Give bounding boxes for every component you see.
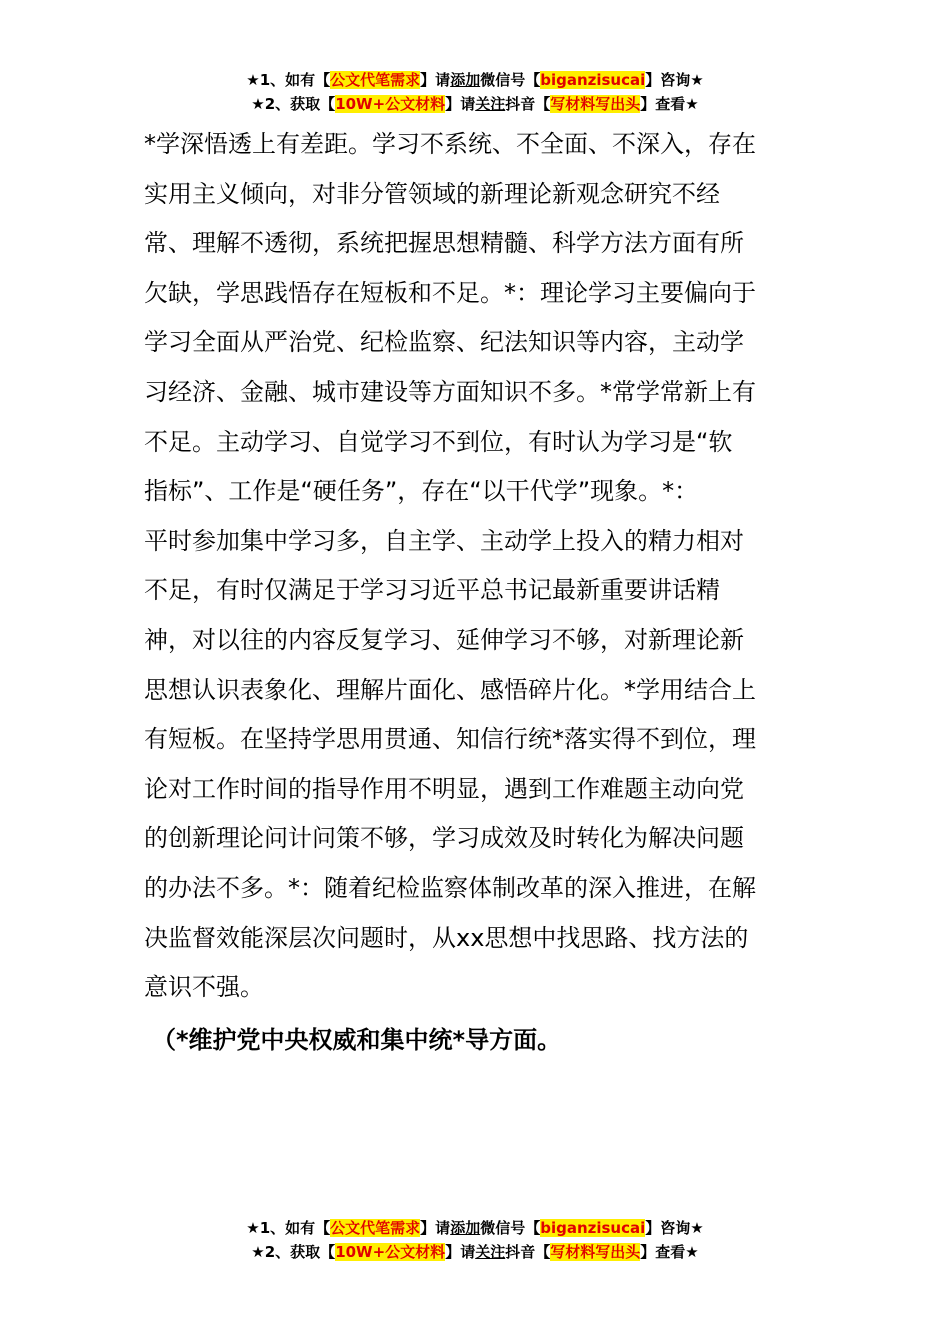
paragraph-line: 不足，有时仅满足于学习习近平总书记最新重要讲话精 [144, 576, 720, 605]
paragraph-line: 的办法不多。*：随着纪检监察体制改革的深入推进，在解 [144, 873, 756, 902]
banner-line-1 [0, 1216, 950, 1240]
paragraph-line: 决监督效能深层次问题时，从xx思想中找思路、找方法的 [144, 923, 749, 952]
banner-highlight: 写材料写出头 [550, 95, 641, 113]
paragraph-line: 实用主义倾向，对非分管领域的新理论新观念研究不经 [144, 179, 720, 208]
banner-line-2 [0, 1240, 950, 1264]
banner-line-2 [0, 92, 950, 116]
paragraph-line: 学习全面从严治党、纪检监察、纪法知识等内容，主动学 [144, 328, 744, 357]
banner-text: 抖音【 [505, 1243, 551, 1261]
banner-underlined: 添加 [450, 71, 481, 89]
banner-text: 】请 [420, 71, 451, 89]
banner-text: 】查看★ [640, 95, 699, 113]
banner-underlined: 添加 [450, 1219, 481, 1237]
banner-text: ★1、如有【 [246, 1219, 331, 1237]
banner-text: 微信号【 [480, 71, 541, 89]
paragraph-line: 习经济、金融、城市建设等方面知识不多。*常学常新上有 [144, 377, 756, 406]
banner-text: ★2、获取【 [251, 1243, 336, 1261]
banner-highlight: 10W+公文材料 [335, 95, 446, 113]
paragraph-line: 不足。主动学习、自觉学习不到位，有时认为学习是“软 [144, 427, 733, 456]
header-banner [0, 68, 950, 116]
banner-text: ★1、如有【 [246, 71, 331, 89]
paragraph-line: 常、理解不透彻，系统把握思想精髓、科学方法方面有所 [144, 229, 744, 258]
paragraph-line: 欠缺，学思践悟存在短板和不足。*：理论学习主要偏向于 [144, 278, 756, 307]
banner-text: 】咨询★ [645, 71, 704, 89]
paragraph-line: 神，对以往的内容反复学习、延伸学习不够，对新理论新 [144, 625, 744, 654]
body-paragraph [144, 120, 806, 1013]
footer-banner [0, 1216, 950, 1264]
banner-text: 抖音【 [505, 95, 551, 113]
banner-text: 】请 [420, 1219, 451, 1237]
banner-highlight: 公文代笔需求 [330, 1219, 421, 1237]
paragraph-line: *学深悟透上有差距。学习不系统、不全面、不深入，存在 [144, 130, 756, 158]
banner-text: 】请 [445, 1243, 476, 1261]
banner-underlined: 关注 [475, 95, 506, 113]
paragraph-line: 的创新理论问计问策不够，学习成效及时转化为解决问题 [144, 824, 744, 853]
paragraph-line: 有短板。在坚持学思用贯通、知信行统*落实得不到位，理 [144, 725, 756, 754]
banner-text: 微信号【 [480, 1219, 541, 1237]
banner-text: 】查看★ [640, 1243, 699, 1261]
paragraph-line: 思想认识表象化、理解片面化、感悟碎片化。*学用结合上 [144, 675, 756, 704]
banner-highlight: 公文代笔需求 [330, 71, 421, 89]
paragraph-line: 平时参加集中学习多，自主学、主动学上投入的精力相对 [144, 526, 744, 555]
banner-text: 】咨询★ [645, 1219, 704, 1237]
banner-underlined: 关注 [475, 1243, 506, 1261]
banner-highlight: biganzisucai [540, 71, 646, 89]
paragraph-line: 论对工作时间的指导作用不明显，遇到工作难题主动向党 [144, 774, 744, 803]
section-heading: （*维护党中央权威和集中统*导方面。 [152, 1026, 562, 1054]
paragraph-line: 意识不强。 [144, 973, 264, 1002]
banner-highlight: 写材料写出头 [550, 1243, 641, 1261]
paragraph-line: 指标”、工作是“硬任务”，存在“以干代学”现象。*： [144, 477, 699, 506]
banner-line-1 [0, 68, 950, 92]
banner-highlight: 10W+公文材料 [335, 1243, 446, 1261]
banner-highlight: biganzisucai [540, 1219, 646, 1237]
banner-text: 】请 [445, 95, 476, 113]
banner-text: ★2、获取【 [251, 95, 336, 113]
